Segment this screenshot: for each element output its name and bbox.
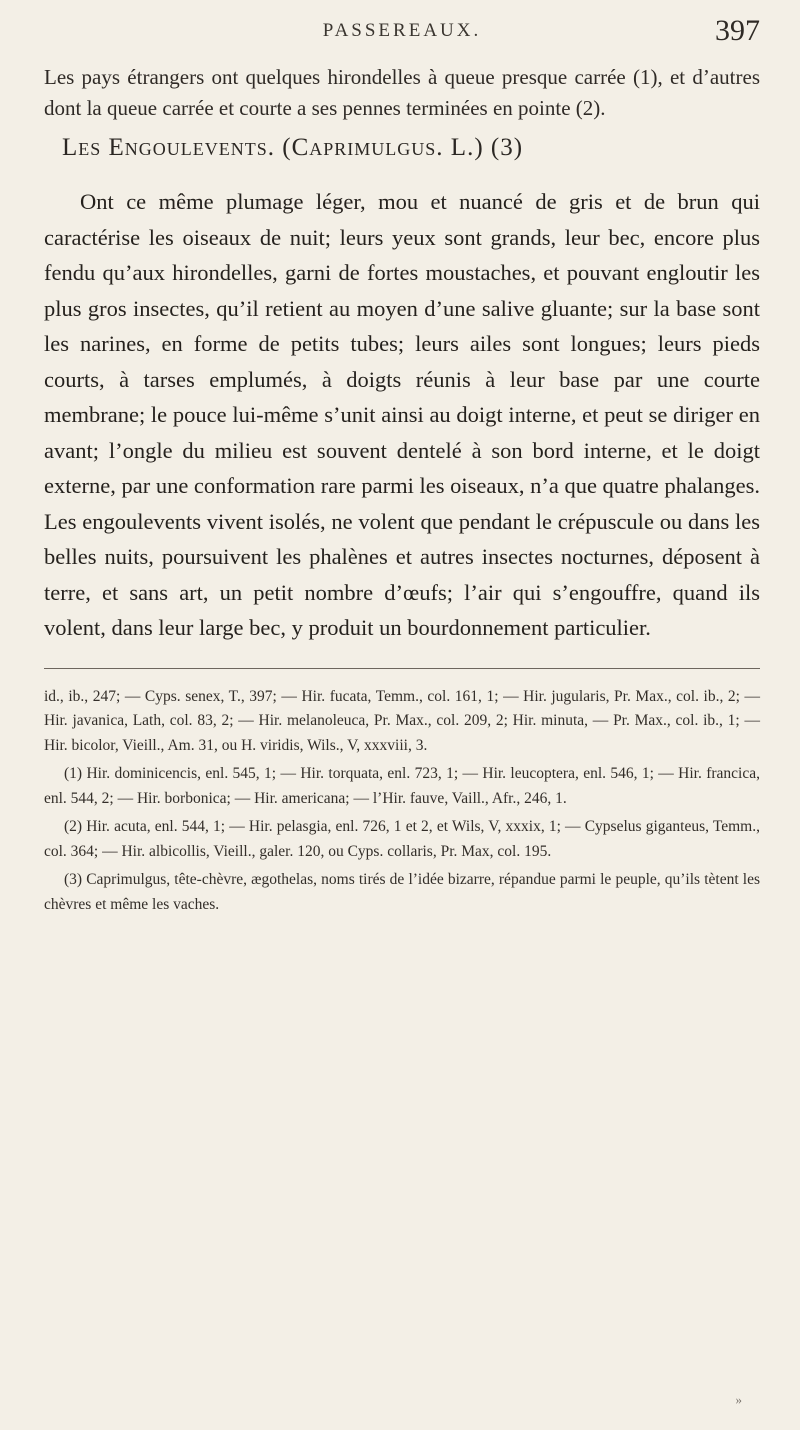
book-page: [44, 14, 760, 921]
section-heading: Les Engoulevents. (Caprimulgus. L.) (3): [62, 134, 524, 161]
running-title: PASSEREAUX.: [322, 20, 482, 41]
footnote-continued: id., ib., 247; — Cyps. senex, T., 397; — Hir. fucata, Temm., col. 161, 1; — Hir. jugularis, Pr. Max., col. ib., 2; — Hir. javanica, Lath, col. 83, 2; — Hir. melanoleuca, Pr. Max., col. 209, 2; Hir. minuta, — Pr. Max., col. ib., 1; — Hir. bicolor, Vieill., Am. 31, ou H. viridis, Wils., V, xxxviii, 3.: [44, 687, 760, 754]
running-head: [44, 14, 760, 62]
intro-paragraph: Les pays étrangers ont quelques hirondelles à queue presque carrée (1), et d’autres dont la queue carrée et courte a ses pennes terminées en pointe (2).: [44, 65, 760, 120]
footnote-1: (1) Hir. dominicencis, enl. 545, 1; — Hir. torquata, enl. 723, 1; — Hir. leucoptera, enl. 546, 1; — Hir. francica, enl. 544, 2; — Hir. borbonica; — Hir. americana; — l’Hir. fauve, Vaill., Afr., 246, 1.: [44, 765, 760, 807]
footnote-2: (2) Hir. acuta, enl. 544, 1; — Hir. pelasgia, enl. 726, 1 et 2, et Wils, V, xxxix, 1; — Cypselus giganteus, Temm., col. 364; — Hir. albicollis, Vieill., galer. 120, ou Cyps. collaris, Pr. Max, col. 195.: [44, 818, 760, 860]
footnote-3: (3) Caprimulgus, tête-chèvre, ægothelas, noms tirés de l’idée bizarre, répandue parmi le peuple, qu’ils tètent les chèvres et même les vaches.: [44, 871, 760, 913]
page-number: 397: [715, 14, 760, 47]
footnote-rule: [44, 668, 760, 669]
footnotes: [44, 685, 760, 918]
signature-mark: »: [735, 1392, 742, 1407]
section-body: Ont ce même plumage léger, mou et nuancé de gris et de brun qui caractérise les oiseaux de nuit; leurs yeux sont grands, leur bec, encore plus fendu qu’aux hirondelles, garni de fortes moustaches, et pouvant engloutir les plus gros insectes, qu’il retient au moyen d’une salive gluante; sur la base sont les narines, en forme de petits tubes; leurs ailes sont longues; leurs pieds courts, à tarses emplumés, à doigts réunis à leur base par une courte membrane; le pouce lui-même s’unit ainsi au doigt interne, et peut se diriger en avant; l’ongle du milieu est souvent dentelé à son bord interne, et le doigt externe, par une conformation rare parmi les oiseaux, n’a que quatre phalanges. Les engoulevents vivent isolés, ne volent que pendant le crépuscule ou dans les belles nuits, poursuivent les phalènes et autres insectes nocturnes, déposent à terre, et sans art, un petit nombre d’œufs; l’air qui s’engouffre, quand ils volent, dans leur large bec, y produit un bourdonnement particulier.: [44, 189, 760, 640]
